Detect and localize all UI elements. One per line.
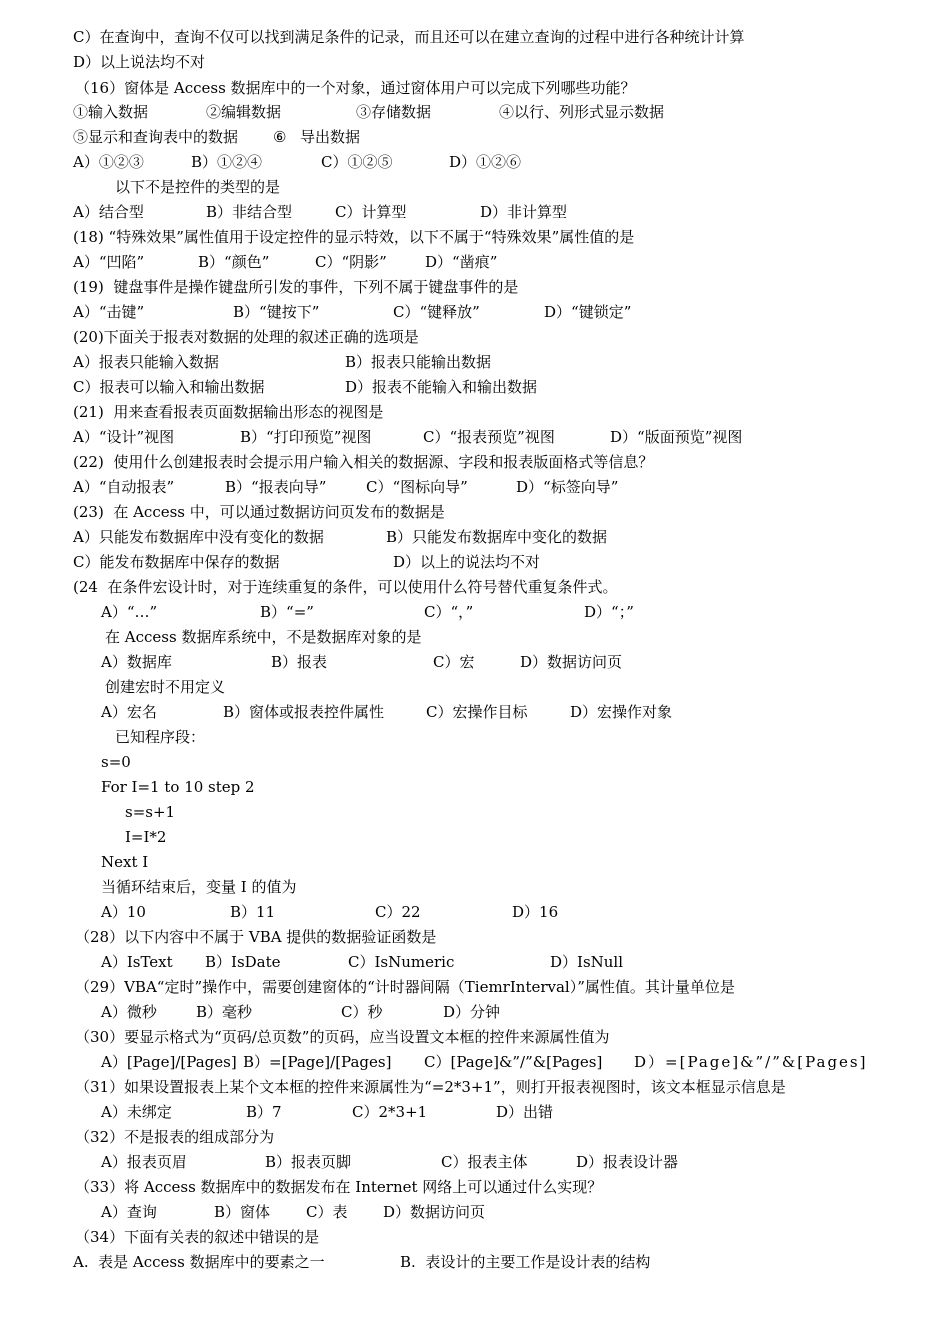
text-segment: C）表 — [306, 1203, 348, 1221]
text-segment: s=0 — [101, 753, 131, 771]
text-segment: （16）窗体是 Access 数据库中的一个对象，通过窗体用户可以完成下列哪些功能？ — [75, 79, 636, 97]
text-segment: B）“=” — [260, 603, 314, 621]
text-segment: A）“击键” — [73, 303, 145, 321]
text-segment: C）“报表预览”视图 — [423, 428, 555, 446]
text-line — [0, 625, 950, 649]
text-line — [0, 100, 950, 124]
text-segment: （34）下面有关表的叙述中错误的是 — [75, 1228, 320, 1246]
text-segment: C）宏操作目标 — [426, 703, 528, 721]
text-segment: C）在查询中，查询不仅可以找到满足条件的记录，而且还可以在建立查询的过程中进行各种统计计算 — [73, 28, 745, 46]
text-line — [0, 76, 950, 100]
text-line — [0, 325, 950, 349]
text-segment: B）“报表向导” — [225, 478, 327, 496]
text-line — [0, 1075, 950, 1099]
text-segment: D）宏操作对象 — [570, 703, 673, 721]
text-segment: C）“键释放” — [393, 303, 480, 321]
text-line — [0, 225, 950, 249]
text-segment: B）“打印预览”视图 — [240, 428, 372, 446]
text-segment: (21) 用来查看报表页面数据输出形态的视图是 — [73, 403, 384, 421]
text-line — [0, 150, 950, 174]
text-segment: C）计算型 — [335, 203, 407, 221]
text-segment: B）只能发布数据库中变化的数据 — [386, 528, 608, 546]
text-segment: A. 表是 Access 数据库中的要素之一 — [73, 1253, 325, 1271]
text-segment: D）①②⑥ — [449, 153, 522, 171]
text-line — [0, 1200, 950, 1224]
text-segment: B）非结合型 — [206, 203, 293, 221]
text-segment: A）“设计”视图 — [73, 428, 175, 446]
text-segment: D）以上说法均不对 — [73, 53, 206, 71]
text-segment: ②编辑数据 — [206, 103, 282, 121]
text-segment: D）非计算型 — [480, 203, 568, 221]
text-line — [0, 425, 950, 449]
text-segment: A）报表页眉 — [101, 1153, 187, 1171]
text-segment: B）窗体或报表控件属性 — [223, 703, 385, 721]
text-segment: A）“凹陷” — [73, 253, 145, 271]
text-segment: D）“标签向导” — [516, 478, 619, 496]
text-segment: D）报表设计器 — [576, 1153, 679, 1171]
text-line — [0, 1000, 950, 1024]
text-segment: （28）以下内容中不属于 VBA 提供的数据验证函数是 — [75, 928, 437, 946]
text-line — [0, 775, 950, 799]
text-line — [0, 950, 950, 974]
text-line — [0, 600, 950, 624]
text-segment: 以下不是控件的类型的是 — [115, 178, 281, 196]
text-line — [0, 25, 950, 49]
text-segment: ⑥ — [273, 128, 287, 146]
text-segment: ④以行、列形式显示数据 — [499, 103, 665, 121]
text-segment: C）①②⑤ — [321, 153, 393, 171]
text-line — [0, 375, 950, 399]
text-line — [0, 300, 950, 324]
text-segment: ①输入数据 — [73, 103, 149, 121]
text-line — [0, 575, 950, 599]
text-segment: C）2*3+1 — [352, 1103, 428, 1121]
text-line — [0, 975, 950, 999]
text-segment: B）7 — [246, 1103, 282, 1121]
text-line — [0, 900, 950, 924]
text-segment: C）“阴影” — [315, 253, 387, 271]
text-segment: D）数据访问页 — [520, 653, 623, 671]
text-segment: Next I — [101, 853, 149, 871]
text-segment: A）[Page]/[Pages] — [101, 1053, 237, 1071]
text-segment: C）宏 — [433, 653, 475, 671]
text-segment: A）①②③ — [73, 153, 144, 171]
text-segment: 创建宏时不用定义 — [105, 678, 226, 696]
text-segment: D）16 — [512, 903, 559, 921]
text-segment: B）11 — [230, 903, 276, 921]
text-line — [0, 1050, 950, 1074]
text-line — [0, 1225, 950, 1249]
text-segment: D）IsNull — [550, 953, 624, 971]
text-segment: B. 表设计的主要工作是设计表的结构 — [400, 1253, 651, 1271]
text-line — [0, 50, 950, 74]
text-segment: C）报表可以输入和输出数据 — [73, 378, 265, 396]
text-line — [0, 800, 950, 824]
text-segment: A）查询 — [101, 1203, 157, 1221]
text-segment: C）秒 — [341, 1003, 383, 1021]
text-segment: A）10 — [101, 903, 146, 921]
text-line — [0, 875, 950, 899]
text-segment: I=I*2 — [125, 828, 167, 846]
text-segment: D）以上的说法均不对 — [393, 553, 541, 571]
text-segment: C）“，” — [424, 603, 474, 621]
text-segment: B）报表只能输出数据 — [345, 353, 492, 371]
text-line — [0, 175, 950, 199]
text-segment: ⑤显示和查询表中的数据 — [73, 128, 239, 146]
text-segment: (20)下面关于报表对数据的处理的叙述正确的选项是 — [73, 328, 419, 346]
text-segment: C）22 — [375, 903, 421, 921]
text-segment: （30）要显示格式为“页码/总页数”的页码，应当设置文本框的控件来源属性值为 — [75, 1028, 610, 1046]
text-line — [0, 675, 950, 699]
text-segment: B）IsDate — [205, 953, 281, 971]
text-segment: s=s+1 — [125, 803, 176, 821]
text-line — [0, 825, 950, 849]
text-line — [0, 1025, 950, 1049]
text-segment: （29）VBA“定时”操作中，需要创建窗体的“计时器间隔（TiemrInterval）”属性值。其计量单位是 — [75, 978, 735, 996]
text-line — [0, 200, 950, 224]
text-segment: D）=[Page]&”/”&[Pages] — [634, 1053, 868, 1071]
text-segment: C）报表主体 — [441, 1153, 528, 1171]
text-segment: （31）如果设置报表上某个文本框的控件来源属性为“=2*3+1”，则打开报表视图时，该文本框显示信息是 — [75, 1078, 786, 1096]
text-segment: A）IsText — [101, 953, 173, 971]
text-segment: B）①②④ — [191, 153, 263, 171]
text-segment: （33）将 Access 数据库中的数据发布在 Internet 网络上可以通过什么实现？ — [75, 1178, 603, 1196]
text-segment: A）宏名 — [101, 703, 157, 721]
text-segment: B）毫秒 — [196, 1003, 253, 1021]
text-segment: (22) 使用什么创建报表时会提示用户输入相关的数据源、字段和报表版面格式等信息？ — [73, 453, 654, 471]
text-segment: D）“键锁定” — [544, 303, 632, 321]
text-line — [0, 525, 950, 549]
text-line — [0, 925, 950, 949]
text-segment: B）报表页脚 — [265, 1153, 352, 1171]
text-line — [0, 1175, 950, 1199]
text-segment: A）报表只能输入数据 — [73, 353, 219, 371]
text-line — [0, 1100, 950, 1124]
text-line — [0, 125, 950, 149]
text-segment: C）能发布数据库中保存的数据 — [73, 553, 280, 571]
text-segment: A）只能发布数据库中没有变化的数据 — [73, 528, 324, 546]
text-line — [0, 350, 950, 374]
text-line — [0, 725, 950, 749]
text-segment: D）出错 — [496, 1103, 554, 1121]
text-segment: D）“凿痕” — [425, 253, 498, 271]
text-line — [0, 550, 950, 574]
text-segment: B）“键按下” — [233, 303, 320, 321]
text-segment: 已知程序段： — [115, 728, 206, 746]
text-segment: B）报表 — [271, 653, 328, 671]
text-segment: ③存储数据 — [356, 103, 432, 121]
text-segment: A）“…” — [101, 603, 158, 621]
text-line — [0, 500, 950, 524]
text-line — [0, 700, 950, 724]
text-segment: (24 在条件宏设计时，对于连续重复的条件，可以使用什么符号替代重复条件式。 — [73, 578, 618, 596]
text-segment: B）窗体 — [214, 1203, 271, 1221]
text-segment: A）微秒 — [101, 1003, 157, 1021]
text-segment: D）“版面预览”视图 — [610, 428, 743, 446]
text-segment: For I=1 to 10 step 2 — [101, 778, 255, 796]
text-line — [0, 275, 950, 299]
text-line — [0, 850, 950, 874]
text-segment: (18) “特殊效果”属性值用于设定控件的显示特效，以下不属于“特殊效果”属性值的是 — [73, 228, 635, 246]
text-segment: C）[Page]&”/”&[Pages] — [424, 1053, 603, 1071]
text-line — [0, 400, 950, 424]
text-segment: A）结合型 — [73, 203, 144, 221]
text-segment: C）“图标向导” — [366, 478, 468, 496]
text-line — [0, 1125, 950, 1149]
text-segment: A）未绑定 — [101, 1103, 172, 1121]
text-segment: (19) 键盘事件是操作键盘所引发的事件，下列不属于键盘事件的是 — [73, 278, 519, 296]
text-segment: D）“；” — [584, 603, 634, 621]
text-segment: （32）不是报表的组成部分为 — [75, 1128, 275, 1146]
text-segment: (23) 在 Access 中，可以通过数据访问页发布的数据是 — [73, 503, 445, 521]
text-line — [0, 475, 950, 499]
text-segment: D）报表不能输入和输出数据 — [345, 378, 538, 396]
text-line — [0, 650, 950, 674]
text-line — [0, 1250, 950, 1274]
text-segment: A）数据库 — [101, 653, 172, 671]
text-segment: B）“颜色” — [198, 253, 270, 271]
text-line — [0, 250, 950, 274]
text-segment: B）=[Page]/[Pages] — [243, 1053, 392, 1071]
text-segment: D）分钟 — [443, 1003, 501, 1021]
text-segment: A）“自动报表” — [73, 478, 175, 496]
text-segment: 在 Access 数据库系统中，不是数据库对象的是 — [105, 628, 422, 646]
text-line — [0, 750, 950, 774]
text-line — [0, 1150, 950, 1174]
text-segment: D）数据访问页 — [383, 1203, 486, 1221]
text-segment: 当循环结束后，变量 I 的值为 — [101, 878, 297, 896]
text-line — [0, 450, 950, 474]
text-segment: C）IsNumeric — [348, 953, 455, 971]
text-segment: 导出数据 — [300, 128, 361, 146]
